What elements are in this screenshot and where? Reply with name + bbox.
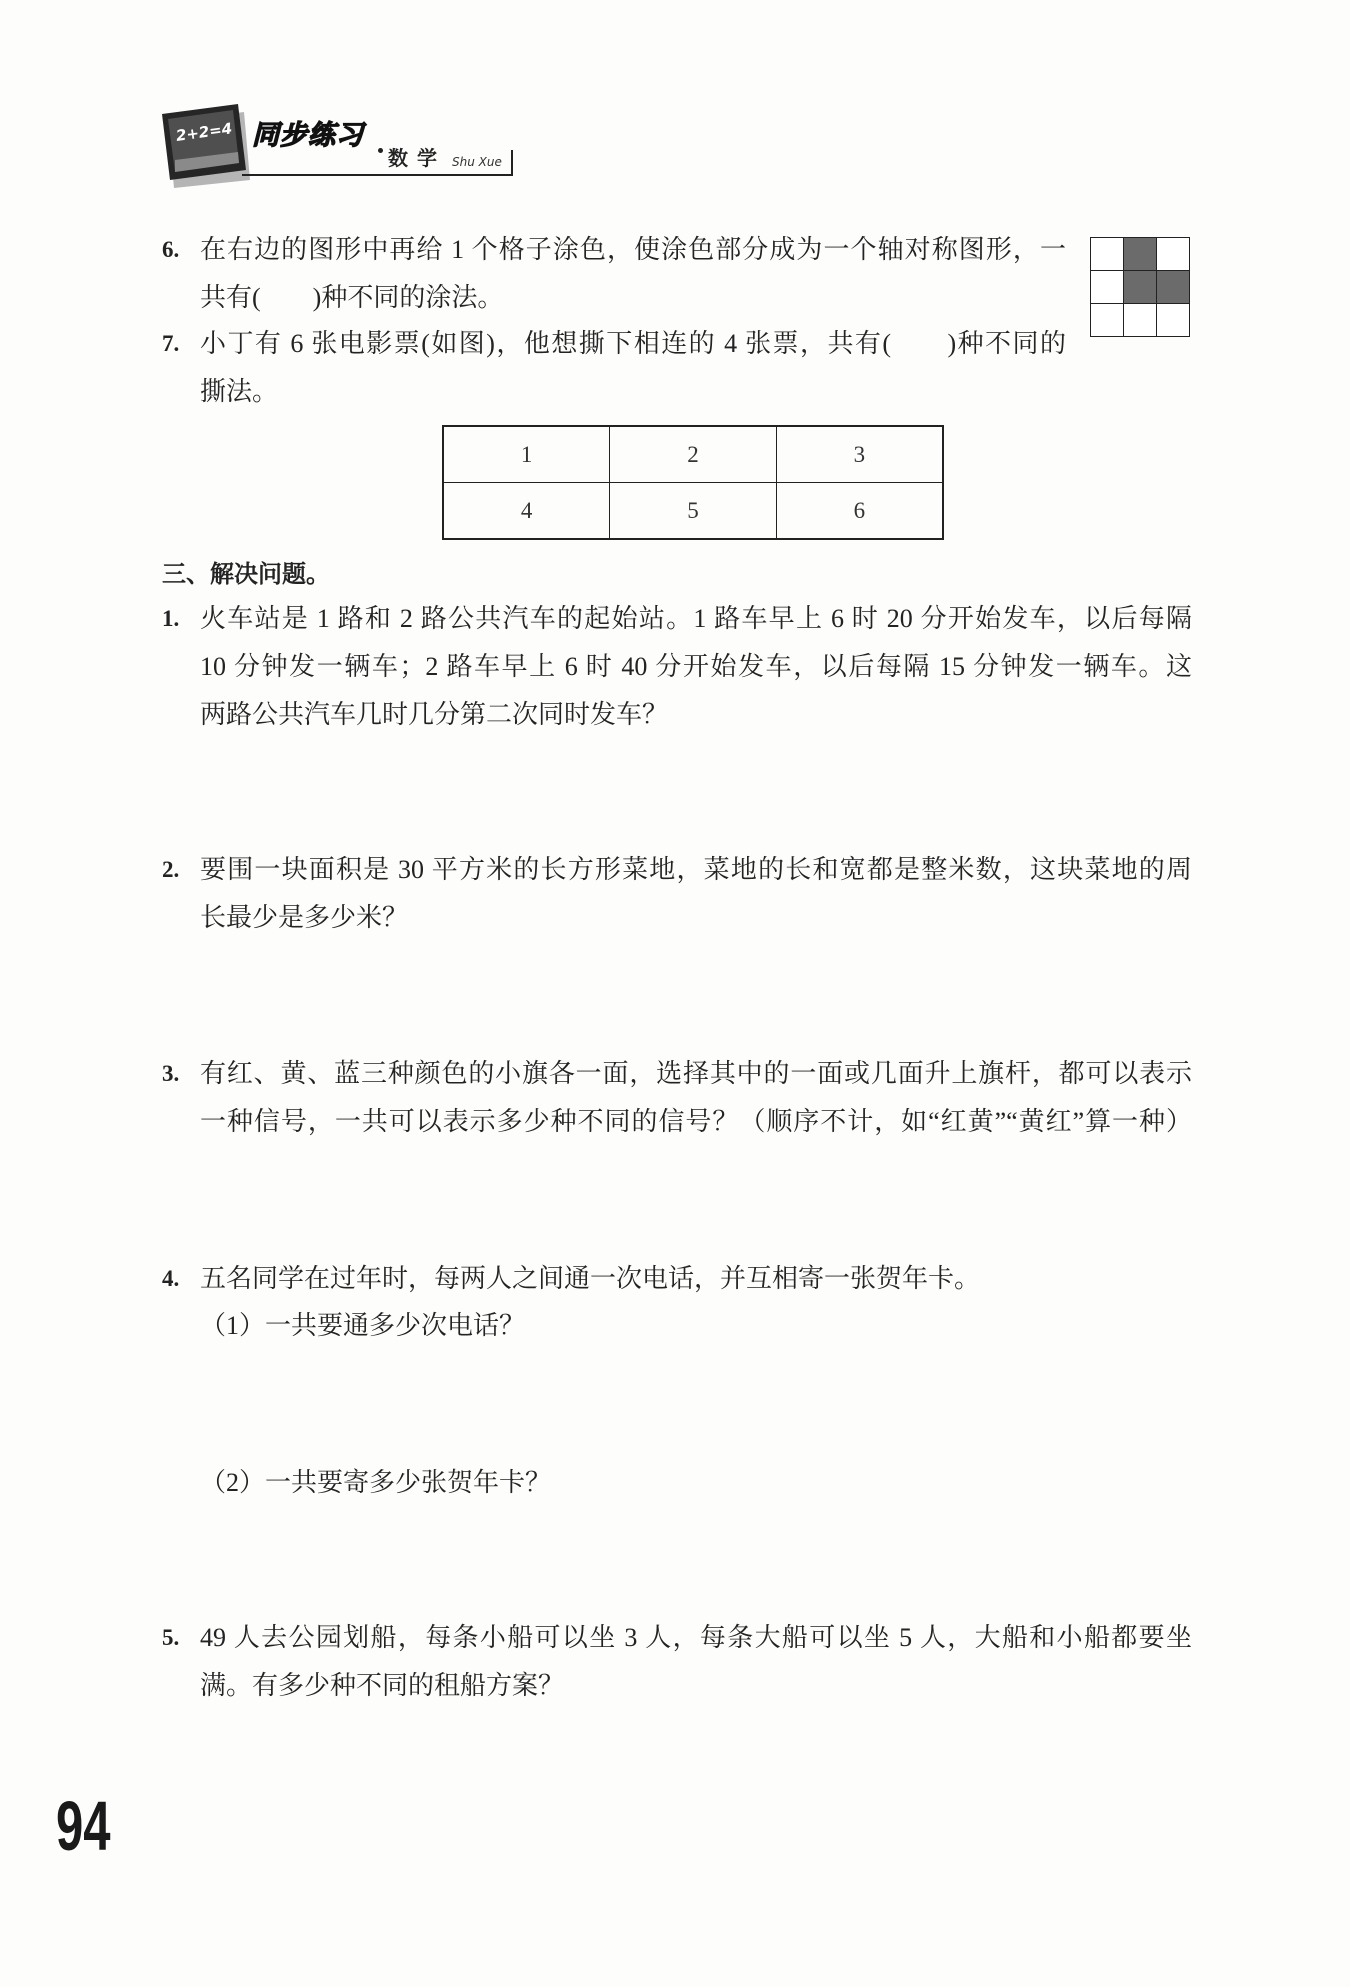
question-text-line: 两路公共汽车几时几分第二次同时发车？ (200, 700, 669, 729)
ticket-cell: 1 (443, 426, 610, 483)
question-number: 3. (162, 1061, 180, 1086)
header-rule (242, 174, 513, 176)
question-text-line: 10 分钟发一辆车；2 路车早上 6 时 40 分开始发车，以后每隔 15 分钟发一辆车。这 (200, 652, 1192, 681)
blackboard-logo-icon (158, 100, 250, 188)
table-row (443, 426, 943, 483)
subject-label: 数学 (388, 146, 446, 170)
question-2 (162, 846, 1192, 942)
question-text-line: 火车站是 1 路和 2 路公共汽车的起始站。1 路车早上 6 时 20 分开始发车，以后每隔 (200, 604, 1192, 633)
ticket-cell: 2 (610, 426, 777, 483)
grid-cell-shaded (1124, 271, 1157, 304)
grid-cell (1157, 238, 1190, 271)
question-number: 4. (162, 1266, 180, 1291)
ticket-cell: 6 (776, 483, 943, 540)
question-number: 1. (162, 606, 180, 631)
page-number: 94 (56, 1787, 111, 1865)
question-text-line: 要围一块面积是 30 平方米的长方形菜地，菜地的长和宽都是整米数，这块菜地的周 (200, 855, 1192, 884)
series-title: 同步练习 (252, 120, 364, 151)
question-text-line: 满。有多少种不同的租船方案？ (200, 1671, 565, 1700)
question-text-line: 有红、黄、蓝三种颜色的小旗各一面，选择其中的一面或几面升上旗杆，都可以表示 (200, 1059, 1192, 1088)
question-text-line: 在右边的图形中再给 1 个格子涂色，使涂色部分成为一个轴对称图形，一 (200, 235, 1066, 264)
question-text-line: 一种信号，一共可以表示多少种不同的信号？（顺序不计，如“红黄”“黄红”算一种） (200, 1107, 1192, 1136)
question-6 (162, 226, 1192, 322)
sub-question-text: （1）一共要通多少次电话？ (200, 1311, 526, 1340)
question-text-line: 共有( )种不同的涂法。 (200, 283, 504, 312)
grid-cell (1091, 271, 1124, 304)
sub-question-text: （2）一共要寄多少张贺年卡？ (200, 1468, 552, 1497)
table-row (443, 483, 943, 540)
question-4-part-2 (162, 1459, 1192, 1507)
grid-cell (1091, 238, 1124, 271)
question-4-part-1 (162, 1302, 1192, 1350)
question-text-line: 五名同学在过年时，每两人之间通一次电话，并互相寄一张贺年卡。 (200, 1264, 981, 1293)
grid-cell-shaded (1124, 238, 1157, 271)
movie-ticket-table (442, 425, 944, 540)
question-text-line: 撕法。 (200, 377, 279, 406)
question-text-line: 长最少是多少米？ (200, 903, 409, 932)
header-rule-tick (511, 150, 513, 176)
question-text-line: 49 人去公园划船，每条小船可以坐 3 人，每条大船可以坐 5 人，大船和小船都要坐 (200, 1623, 1192, 1652)
question-5 (162, 1614, 1192, 1710)
ticket-cell: 5 (610, 483, 777, 540)
subject-pinyin: Shu Xue (452, 155, 502, 169)
question-number: 2. (162, 857, 180, 882)
question-4 (162, 1255, 1192, 1303)
title-dot (378, 148, 383, 153)
question-text-line: 小丁有 6 张电影票(如图)，他想撕下相连的 4 张票，共有( )种不同的 (200, 329, 1066, 358)
ticket-cell: 3 (776, 426, 943, 483)
grid-cell-shaded (1157, 271, 1190, 304)
question-number: 6. (162, 237, 180, 262)
ticket-cell: 4 (443, 483, 610, 540)
question-number: 7. (162, 331, 180, 356)
section-title: 三、解决问题。 (162, 561, 330, 588)
question-7 (162, 320, 1192, 416)
blackboard-text: 2+2=4 (174, 119, 234, 145)
question-3 (162, 1050, 1192, 1146)
question-1 (162, 595, 1192, 739)
question-number: 5. (162, 1625, 180, 1650)
